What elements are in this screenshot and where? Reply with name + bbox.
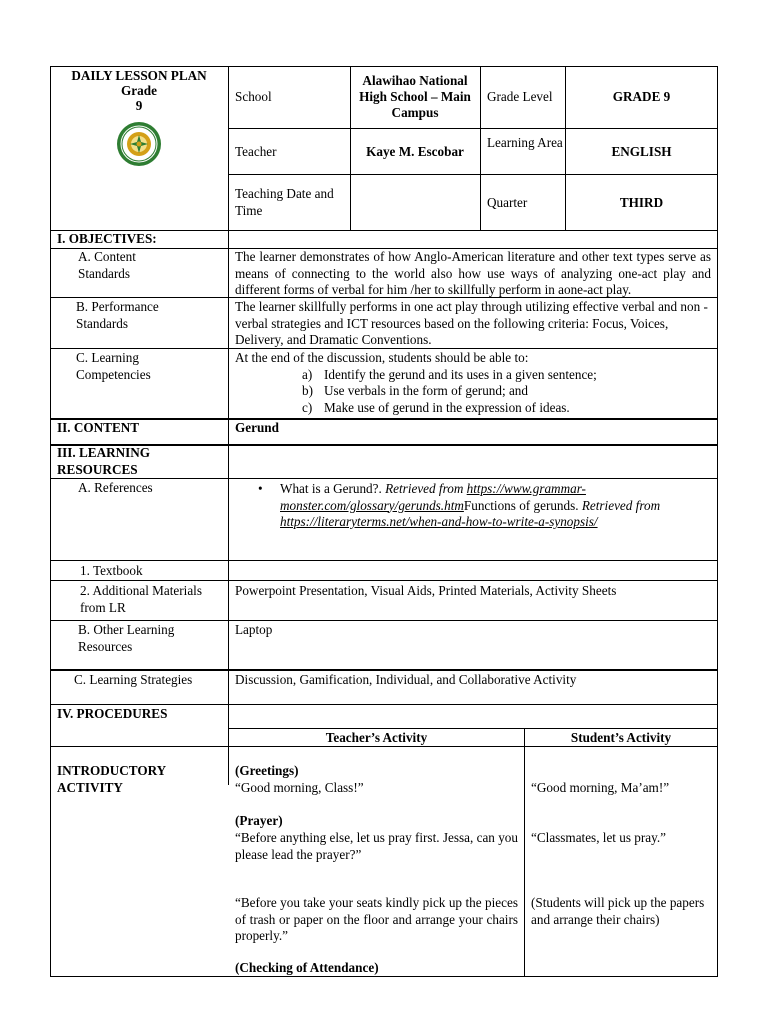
learning-strategies-value: Discussion, Gamification, Individual, and Collaborative Activity (235, 672, 577, 687)
learning-competencies-block (235, 350, 713, 416)
content-standards-label-text: A. Content Standards (78, 249, 136, 281)
grade-label: Grade (121, 83, 157, 98)
deped-seal-logo (116, 121, 162, 167)
quarter-label: Quarter (487, 195, 528, 210)
learning-area-value: ENGLISH (611, 144, 672, 159)
prayer-student: “Classmates, let us pray.” (531, 830, 667, 845)
additional-materials-value: Powerpoint Presentation, Visual Aids, Printed Materials, Activity Sheets (235, 583, 617, 598)
list-item: b) Use verbals in the form of gerund; and (302, 383, 528, 398)
quarter-value: THIRD (619, 195, 664, 210)
greetings-label: (Greetings) (235, 763, 299, 778)
references-label: A. References (78, 480, 153, 495)
plan-title: DAILY LESSON PLAN (71, 68, 207, 83)
learning-competencies-label: C. Learning Competencies (76, 350, 151, 382)
competencies-intro: At the end of the discussion, students should be able to: (235, 350, 529, 365)
content-value: Gerund (235, 420, 279, 435)
list-item: a) Identify the gerund and its uses in a given sentence; (302, 366, 597, 382)
student-activity-header: Student’s Activity (570, 730, 672, 745)
other-resources-value: Laptop (235, 622, 273, 637)
objectives-heading: I. OBJECTIVES: (57, 231, 157, 246)
prayer-teacher: “Before anything else, let us pray first. Jessa, can you please lead the prayer?” (235, 830, 518, 862)
attendance-label: (Checking of Attendance) (235, 960, 379, 975)
school-value: Alawihao National High School – Main Campus (359, 73, 471, 120)
seats-student: (Students will pick up the papers and arrange their chairs) (531, 895, 705, 927)
greetings-teacher: “Good morning, Class!” (235, 780, 364, 795)
school-label: School (235, 89, 272, 104)
date-label: Teaching Date and Time (235, 186, 334, 218)
list-item: • What is a Gerund?. Retrieved from https://www.grammar-monster.com/glossary/gerunds.htmFunctions of gerunds. Retrieved from https://literaryterms.net/when-and-how-to-write-a-synopsis/ (258, 481, 661, 529)
prayer-label: (Prayer) (235, 813, 283, 828)
content-standards-text: The learner demonstrates of how Anglo-American literature and other text types serve as means of connecting to the world also how use ways of analyzing one-act play and different forms of verbal for him /her to skillfully perform in aone-act play. (235, 249, 711, 297)
teacher-activity-header: Teacher’s Activity (325, 730, 428, 745)
teacher-value: Kaye M. Escobar (366, 144, 464, 159)
greetings-student: “Good morning, Ma’am!” (531, 780, 670, 795)
introductory-activity-label: INTRODUCTORY ACTIVITY (57, 763, 166, 795)
procedures-heading: IV. PROCEDURES (57, 706, 168, 721)
content-standards-label (78, 249, 178, 282)
learning-area-label: Learning Area (487, 135, 563, 150)
competencies-list (302, 367, 713, 417)
content-heading: II. CONTENT (57, 420, 140, 435)
other-resources-label: B. Other Learning Resources (78, 622, 175, 654)
additional-materials-label: 2. Additional Materials from LR (80, 583, 202, 615)
plan-title-block (52, 68, 226, 113)
reference-link-literaryterms[interactable]: https://literaryterms.net/when-and-how-to-write-a-synopsis/ (280, 514, 598, 529)
bullet-icon: • (258, 481, 263, 496)
list-item: c) Make use of gerund in the expression of ideas. (302, 399, 570, 415)
grade-level-label: Grade Level (487, 89, 553, 104)
seats-teacher: “Before you take your seats kindly pick up the pieces of trash or paper on the floor and arrange your chairs properly.” (235, 895, 518, 943)
textbook-label: 1. Textbook (80, 563, 143, 578)
references-block (258, 481, 703, 531)
performance-standards-text: The learner skillfully performs in one act play through utilizing effective verbal and non - verbal strategies and ICT resources based on the following criteria: Focus, Voices, Delivery, and Dramatic Conventions. (235, 299, 708, 347)
teacher-label: Teacher (235, 144, 277, 159)
grade-level-value: GRADE 9 (612, 89, 671, 104)
reference-link-grammar-monster[interactable]: https://www.grammar-monster.com/glossary/gerunds.htm (280, 481, 586, 513)
grade-number: 9 (135, 98, 143, 113)
resources-heading: III. LEARNING RESOURCES (57, 445, 151, 477)
performance-standards-label: B. Performance Standards (76, 299, 159, 331)
learning-strategies-label: C. Learning Strategies (74, 672, 193, 687)
